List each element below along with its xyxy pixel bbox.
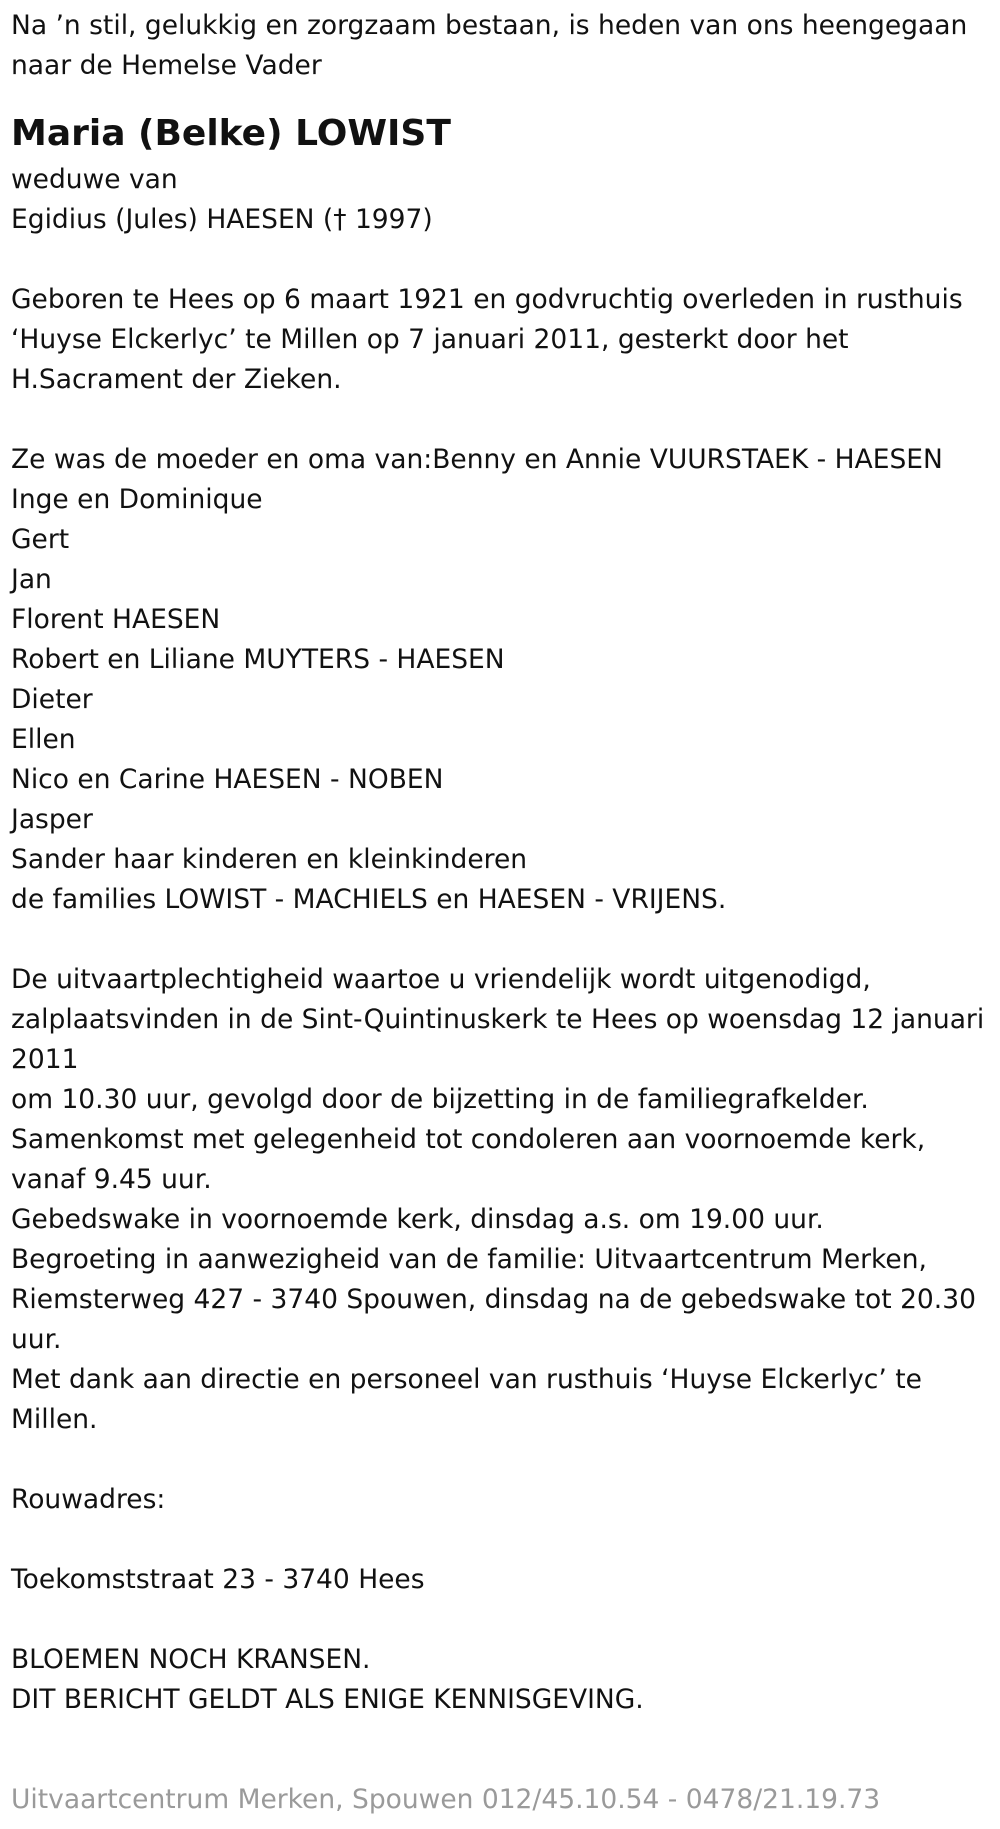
spouse-line: Egidius (Jules) HAESEN († 1997)	[11, 204, 433, 235]
birth-death-line: Geboren te Hees op 6 maart 1921 en godvruchtig overleden in rusthuis	[11, 284, 963, 315]
address-label: Rouwadres:	[11, 1484, 166, 1515]
family-line: Sander haar kinderen en kleinkinderen	[11, 844, 528, 875]
intro-line: Na ’n stil, gelukkig en zorgzaam bestaan, is heden van ons heengegaan	[11, 10, 968, 41]
ceremony-line: Riemsterweg 427 - 3740 Spouwen, dinsdag na de gebedswake tot 20.30	[11, 1284, 976, 1315]
spacer	[11, 920, 996, 960]
ceremony-line: zalplaatsvinden in de Sint-Quintinuskerk te Hees op woensdag 12 januari	[11, 1004, 985, 1035]
notices	[11, 1640, 996, 1720]
family-line: Nico en Carine HAESEN - NOBEN	[11, 764, 444, 795]
family-line: Gert	[11, 524, 70, 555]
funeral-home-footer: Uitvaartcentrum Merken, Spouwen 012/45.10.54 - 0478/21.19.73	[11, 1784, 881, 1815]
family-line: Jan	[11, 564, 52, 595]
spacer	[11, 1440, 996, 1480]
family-line: Dieter	[11, 684, 93, 715]
spouse-line: weduwe van	[11, 164, 178, 195]
ceremony-line: De uitvaartplechtigheid waartoe u vriendelijk wordt uitgenodigd,	[11, 964, 871, 995]
family-line: Jasper	[11, 804, 93, 835]
ceremony-line: Millen.	[11, 1404, 98, 1435]
notice-line: BLOEMEN NOCH KRANSEN.	[11, 1644, 371, 1675]
family-line: Florent HAESEN	[11, 604, 221, 635]
notice-line: DIT BERICHT GELDT ALS ENIGE KENNISGEVING.	[11, 1684, 644, 1715]
ceremony-line: Begroeting in aanwezigheid van de familie: Uitvaartcentrum Merken,	[11, 1244, 927, 1275]
spacer	[11, 1520, 996, 1560]
family-line: Inge en Dominique	[11, 484, 263, 515]
spouse-info	[11, 160, 996, 240]
ceremony-line: 2011	[11, 1044, 79, 1075]
ceremony-line: Met dank aan directie en personeel van rusthuis ‘Huyse Elckerlyc’ te	[11, 1364, 922, 1395]
intro-line: naar de Hemelse Vader	[11, 50, 322, 81]
family-line: de families LOWIST - MACHIELS en HAESEN - VRIJENS.	[11, 884, 727, 915]
family-list	[11, 440, 996, 920]
spacer	[11, 400, 996, 440]
deceased-name: Maria (Belke) LOWIST	[11, 113, 451, 154]
obituary-notice	[11, 6, 996, 1720]
ceremony-line: uur.	[11, 1324, 62, 1355]
family-line: Ze was de moeder en oma van:Benny en Annie VUURSTAEK - HAESEN	[11, 444, 943, 475]
ceremony-info	[11, 960, 996, 1440]
intro-text	[11, 6, 996, 86]
spacer	[11, 1600, 996, 1640]
ceremony-line: om 10.30 uur, gevolgd door de bijzetting in de familiegrafkelder.	[11, 1084, 869, 1115]
mourning-address: Toekomststraat 23 - 3740 Hees	[11, 1564, 425, 1595]
ceremony-line: vanaf 9.45 uur.	[11, 1164, 212, 1195]
family-line: Robert en Liliane MUYTERS - HAESEN	[11, 644, 505, 675]
family-line: Ellen	[11, 724, 76, 755]
ceremony-line: Gebedswake in voornoemde kerk, dinsdag a.s. om 19.00 uur.	[11, 1204, 824, 1235]
spacer	[11, 240, 996, 280]
birth-death-line: H.Sacrament der Zieken.	[11, 364, 342, 395]
birth-death-info	[11, 280, 996, 400]
birth-death-line: ‘Huyse Elckerlyc’ te Millen op 7 januari 2011, gesterkt door het	[11, 324, 849, 355]
ceremony-line: Samenkomst met gelegenheid tot condoleren aan voornoemde kerk,	[11, 1124, 926, 1155]
